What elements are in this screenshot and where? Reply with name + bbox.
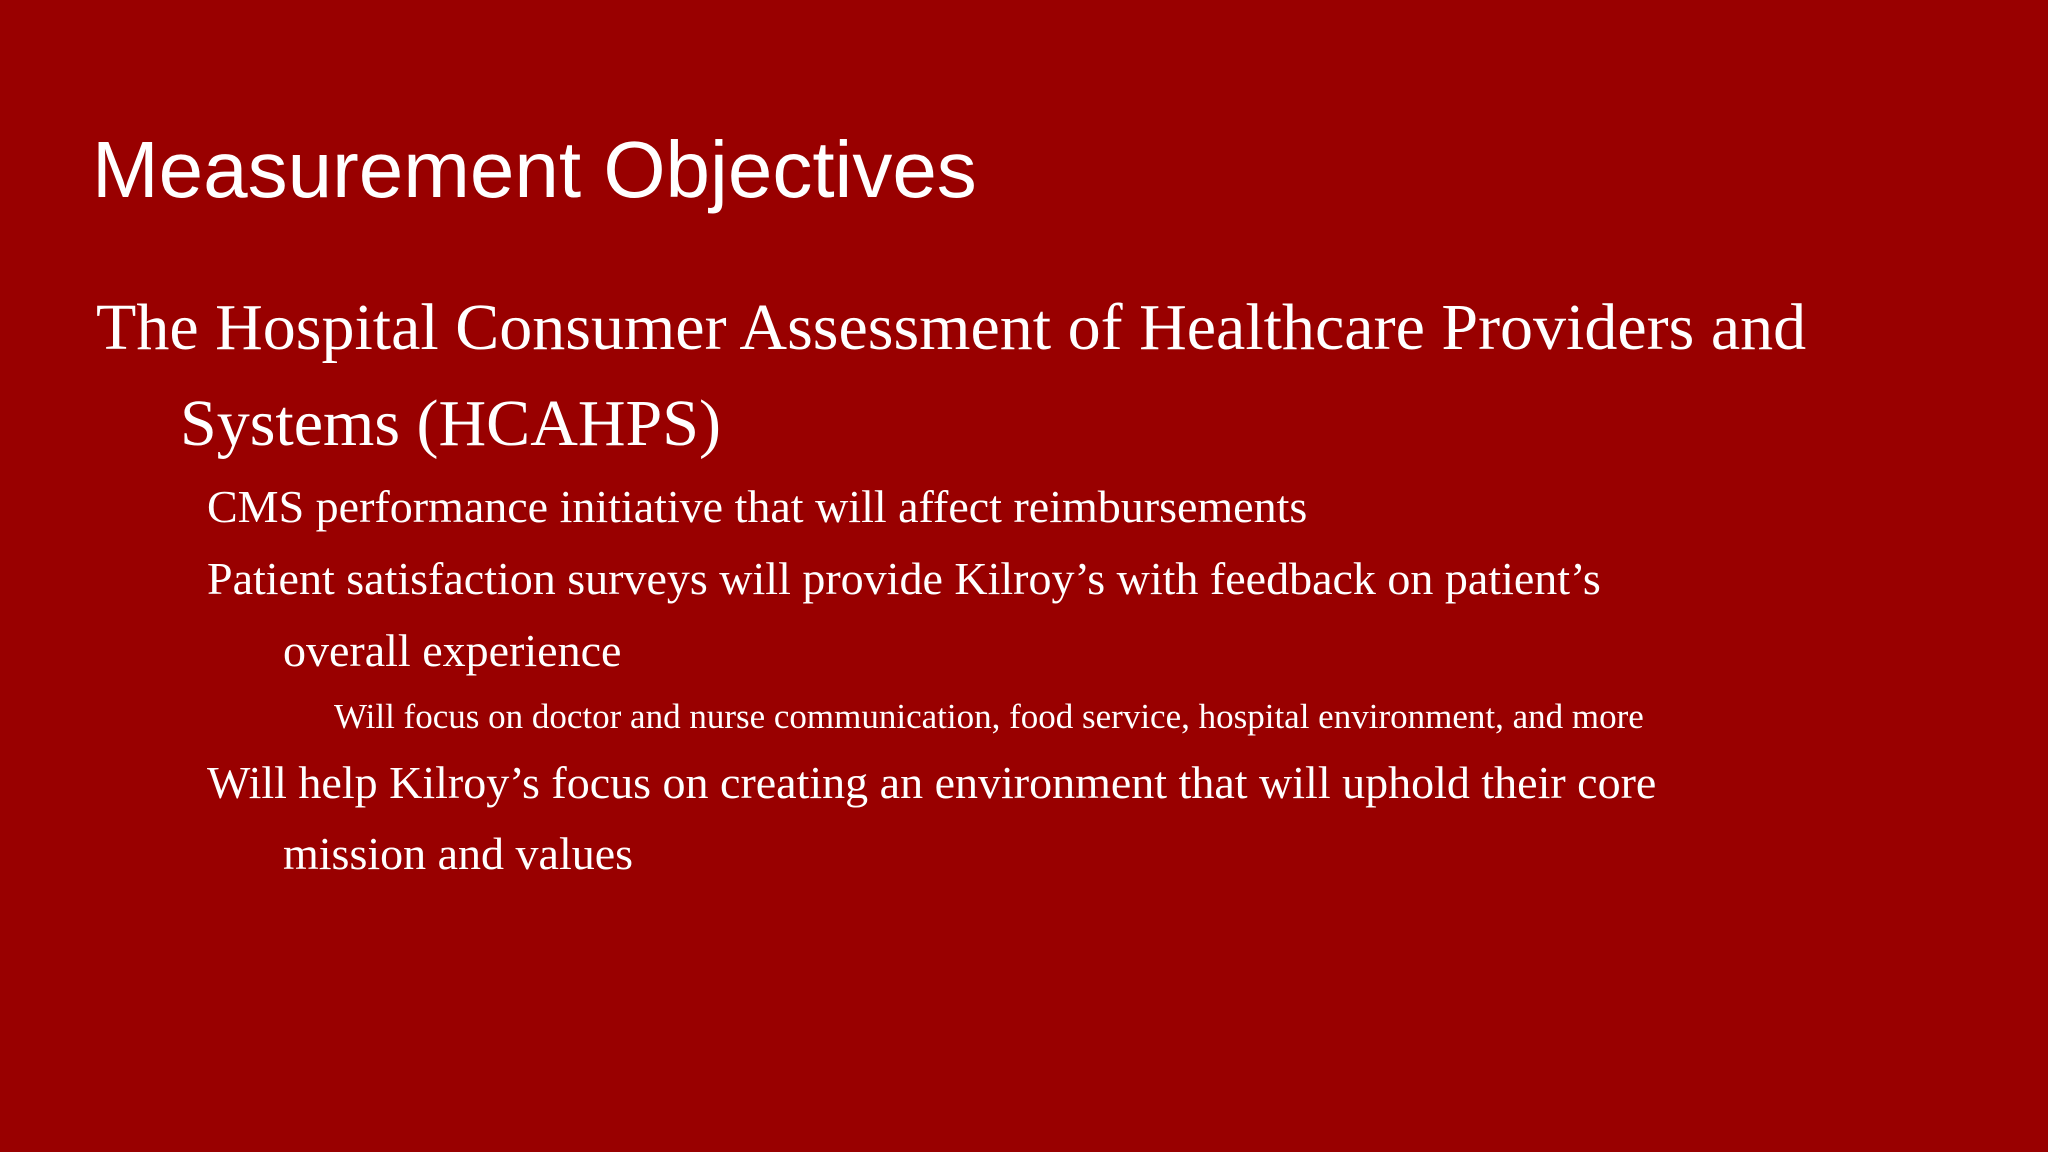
bullet-patient-line1: Patient satisfaction surveys will provide Kilroy’s with feedback on patient’s (207, 553, 1601, 604)
bullet-cms: CMS performance initiative that will affect reimbursements (207, 481, 1308, 532)
bullet-help-line1: Will help Kilroy’s focus on creating an environment that will uphold their core (207, 757, 1657, 808)
slide-title: Measurement Objectives (92, 125, 977, 214)
sub-bullet-focus: Will focus on doctor and nurse communication, food service, hospital environment, and more (334, 697, 1644, 736)
bullet-patient-line2: overall experience (283, 625, 622, 676)
bullet-help-line2: mission and values (283, 828, 634, 879)
body-level1-line2: Systems (HCAHPS) (180, 387, 721, 460)
body-level1-line1: The Hospital Consumer Assessment of Healthcare Providers and (96, 291, 1807, 364)
